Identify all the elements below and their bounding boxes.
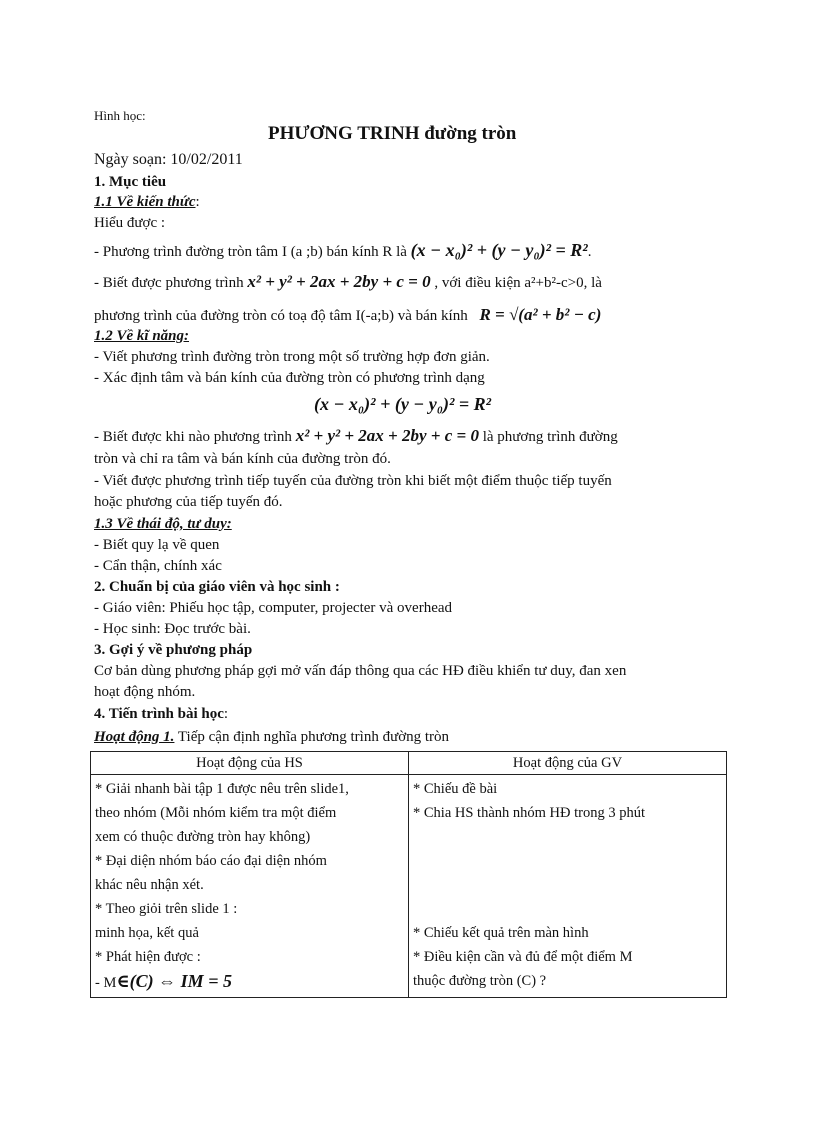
hs-line: * Đại diện nhóm báo cáo đại diện nhóm [95, 853, 327, 869]
hs-line: * Giải nhanh bài tập 1 được nêu trên slide1, [95, 781, 349, 797]
table-header-row [91, 752, 727, 775]
hs-line-formula [95, 969, 404, 995]
method-text-1: Cơ bản dùng phương pháp gợi mở vấn đáp thông qua các HĐ điều khiển tư duy, đan xen [94, 663, 627, 679]
skill-3-text: - Biết được khi nào phương trình [94, 429, 292, 445]
activity-1-label: Hoạt động 1. [94, 729, 175, 745]
page-title: PHƯƠNG TRINH đường tròn [268, 123, 517, 144]
skill-4: - Viết được phương trình tiếp tuyến của đường tròn khi biết một điểm thuộc tiếp tuyến [94, 473, 612, 489]
section-4-title: 4. Tiến trình bài học [94, 706, 224, 722]
skill-2: - Xác định tâm và bán kính của đường tròn có phương trình dạng [94, 370, 485, 386]
general-equation-formula: x² + y² + 2ax + 2by + c = 0 [247, 272, 431, 291]
section-4-heading [94, 704, 228, 724]
activity-1-line [94, 727, 449, 747]
gv-cell [409, 775, 727, 998]
attitude-2: - Cẩn thận, chính xác [94, 558, 222, 574]
attitude-title: 1.3 Về thái độ, tư duy: [94, 516, 232, 532]
hs-line: * Theo giỏi trên slide 1 : [95, 901, 238, 917]
hs-line: minh họa, kết quả [95, 925, 199, 941]
circle-equation-end: . [587, 244, 592, 260]
gv-line: * Chiếu đề bài [413, 781, 498, 797]
gv-line: * Chiếu kết quả trên màn hình [413, 925, 589, 941]
knowledge-heading [94, 192, 200, 212]
hs-cell [91, 775, 409, 998]
circle-equation-line [94, 240, 591, 262]
hs-line: theo nhóm (Mỗi nhóm kiểm tra một điểm [95, 805, 337, 821]
skill-3 [94, 426, 618, 447]
gv-spacer [413, 825, 722, 921]
col-header-hs: Hoạt động của HS [91, 752, 409, 775]
skills-title: 1.2 Về kĩ năng: [94, 328, 190, 344]
radius-text: phương trình của đường tròn có toạ độ tâm I(-a;b) và bán kính [94, 308, 468, 324]
circle-equation-text: - Phương trình đường tròn tâm I (a ;b) bán kính R là [94, 244, 407, 260]
general-equation-condition: , với điều kiện a²+b²-c>0, là [434, 275, 602, 291]
section-2-heading: 2. Chuẩn bị của giáo viên và học sinh : [94, 579, 340, 595]
hs-formula-prefix: - M [95, 975, 117, 991]
skill-3-end: là phương trình đường [482, 429, 618, 445]
radius-formula: R = √(a² + b² − c) [479, 305, 602, 324]
section-3-heading: 3. Gợi ý về phương pháp [94, 642, 253, 658]
student-prep: - Học sinh: Đọc trước bài. [94, 621, 251, 637]
general-equation-text: - Biết được phương trình [94, 275, 244, 291]
attitude-heading [94, 514, 232, 534]
teacher-prep: - Giáo viên: Phiếu học tập, computer, projecter và overhead [94, 600, 453, 616]
knowledge-title: 1.1 Về kiến thức [94, 194, 196, 210]
activity-1-text: Tiếp cận định nghĩa phương trình đường tròn [174, 729, 450, 745]
gv-line: * Điều kiện cần và đủ để một điểm M [413, 949, 633, 965]
hs-formula: ∈(C) ⇔ IM = 5 [116, 971, 232, 991]
section-1-heading: 1. Mục tiêu [94, 174, 167, 190]
circle-equation-formula: (x − x₀)² + (y − y₀)² = R² [410, 240, 588, 260]
knowledge-colon: : [195, 194, 200, 210]
section-4-colon: : [223, 706, 229, 722]
gv-line: thuộc đường tròn (C) ? [413, 973, 547, 989]
skill-1: - Viết phương trình đường tròn trong một số trường hợp đơn giản. [94, 349, 490, 365]
col-header-gv: Hoạt động của GV [409, 752, 727, 775]
general-equation-line [94, 272, 602, 293]
skill-3-formula: x² + y² + 2ax + 2by + c = 0 [295, 426, 479, 445]
subject-label: Hình học: [94, 108, 146, 123]
hs-line: * Phát hiện được : [95, 949, 201, 965]
method-text-2: hoạt động nhóm. [94, 684, 196, 700]
skills-heading [94, 326, 189, 346]
table-row [91, 775, 727, 998]
skill-3-cont: tròn và chỉ ra tâm và bán kính của đường tròn đó. [94, 451, 391, 467]
gv-line: * Chia HS thành nhóm HĐ trong 3 phút [413, 805, 645, 821]
attitude-1: - Biết quy lạ về quen [94, 537, 220, 553]
hs-line: xem có thuộc đường tròn hay không) [95, 829, 311, 845]
understand-line: Hiểu được : [94, 215, 166, 231]
radius-line [94, 305, 601, 326]
skill-4-cont: hoặc phương của tiếp tuyến đó. [94, 494, 283, 510]
skill-2-formula: (x − x₀)² + (y − y₀)² = R² [314, 394, 492, 414]
hs-line: khác nêu nhận xét. [95, 877, 204, 893]
date-line: Ngày soạn: 10/02/2011 [94, 151, 243, 168]
activity-table [90, 751, 727, 998]
